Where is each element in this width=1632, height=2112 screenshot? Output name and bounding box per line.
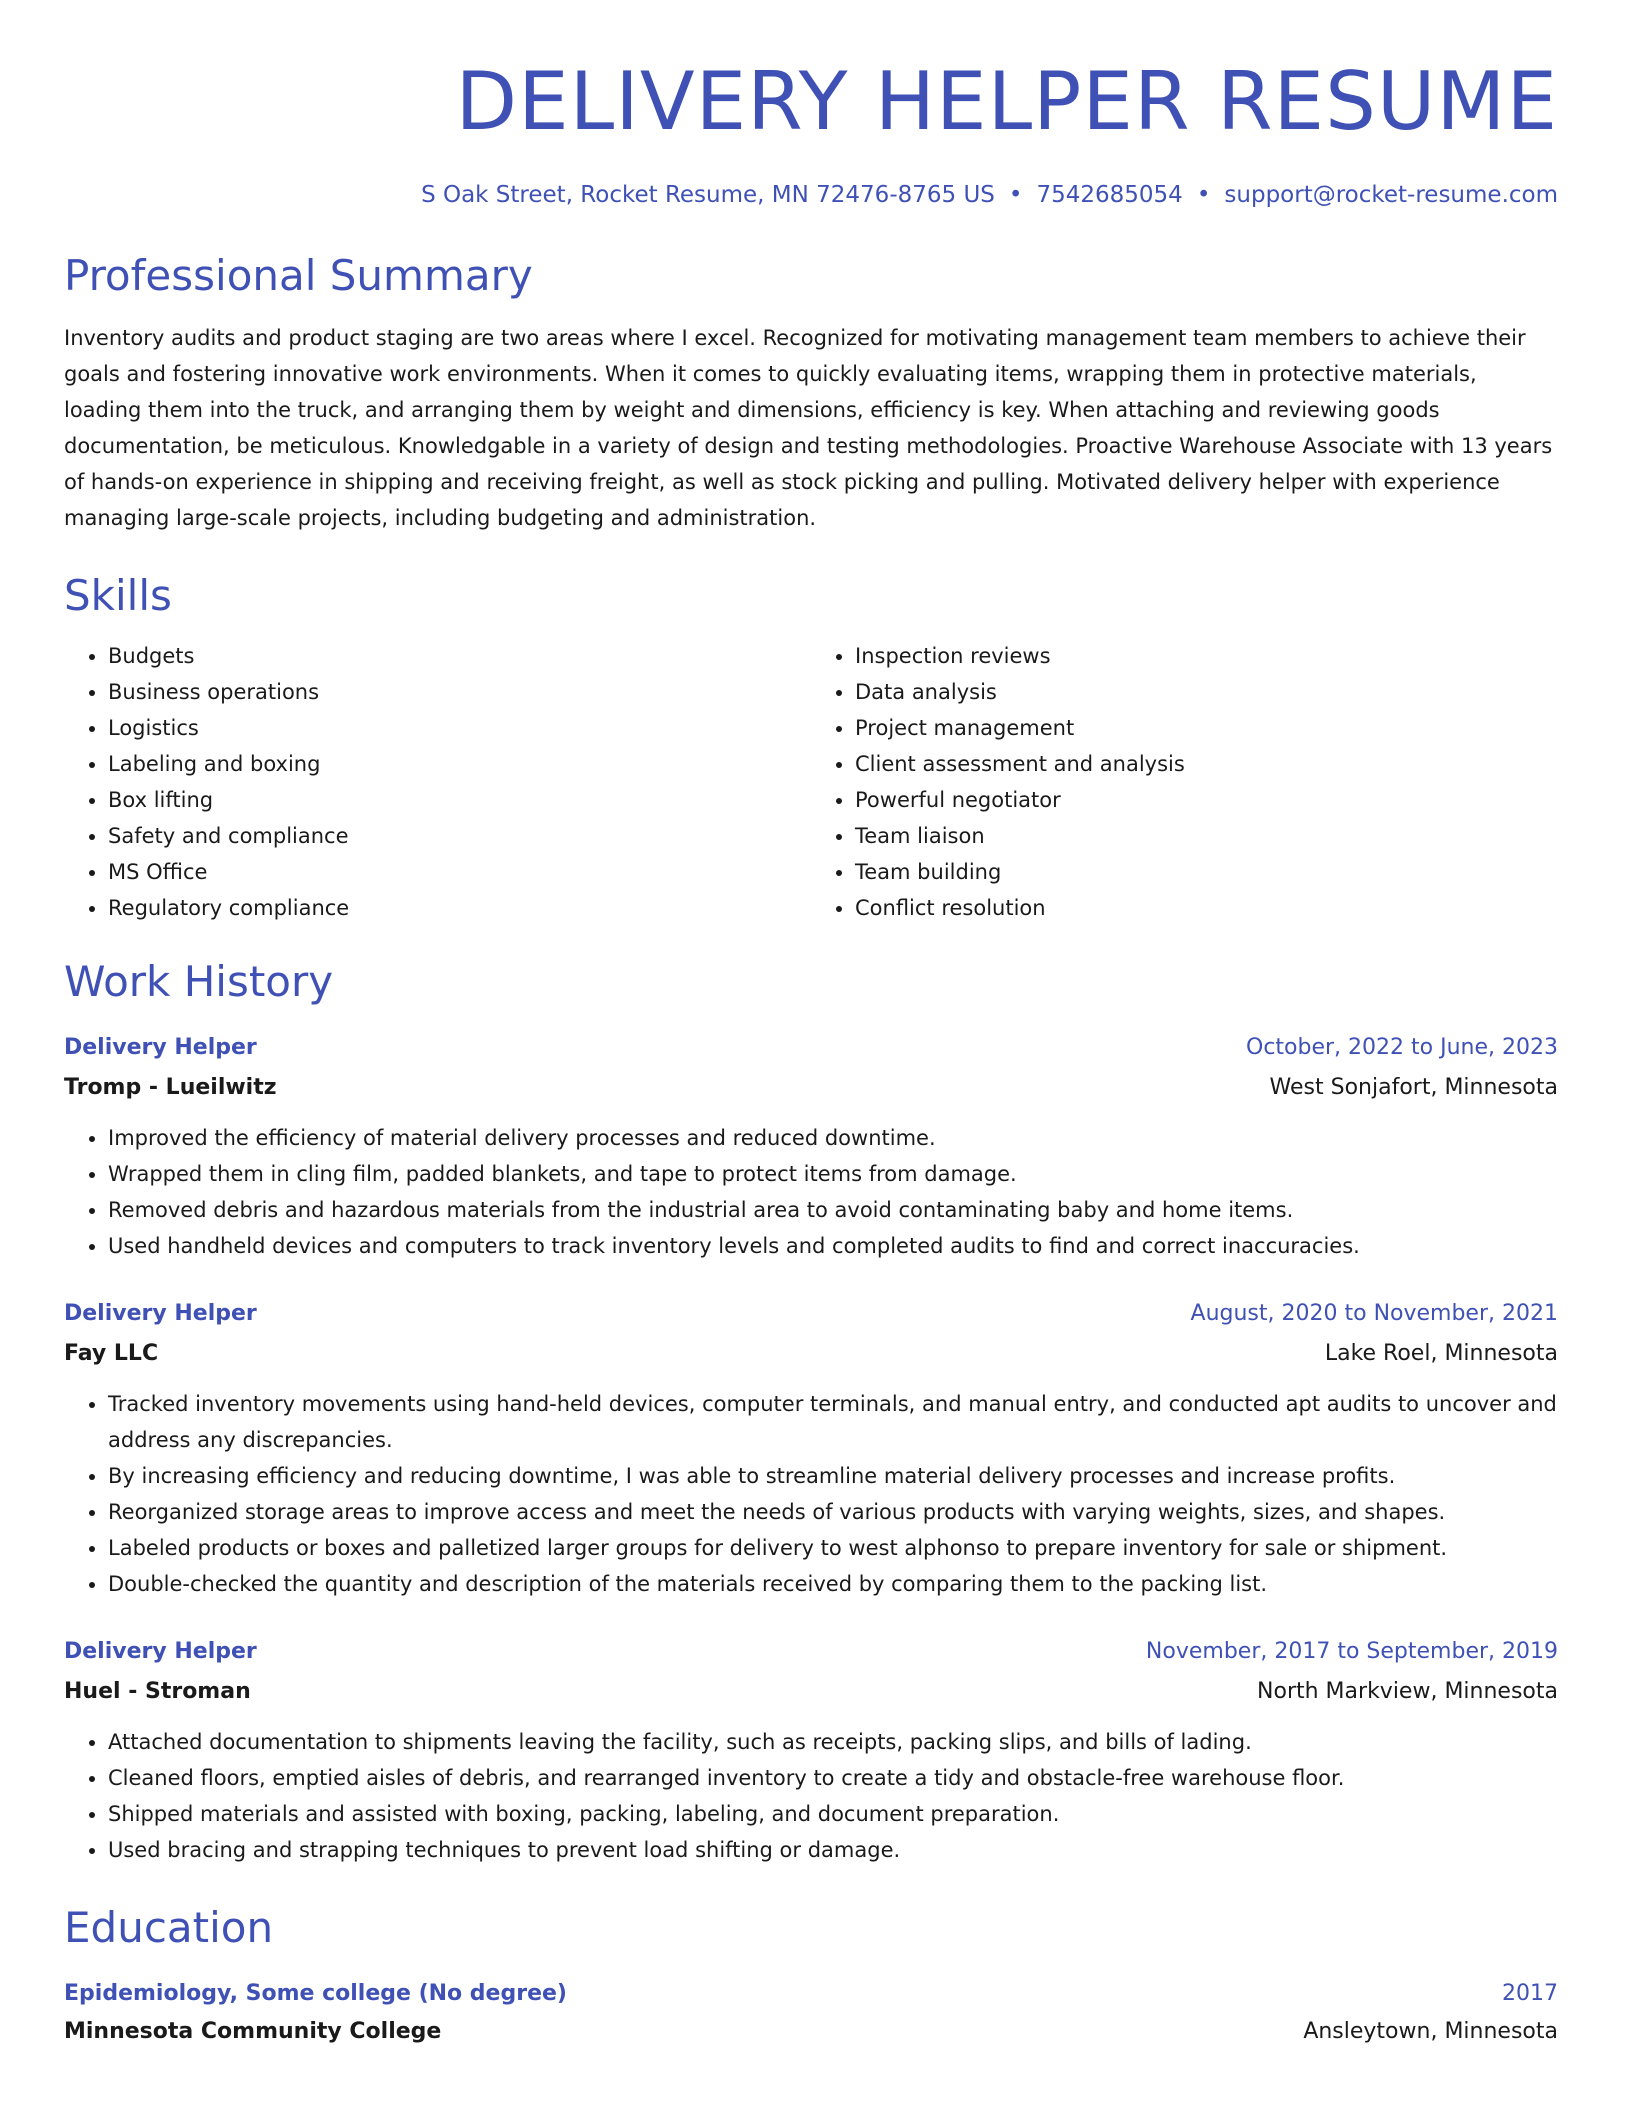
- skills-list-left: [64, 638, 811, 926]
- skill-item: • Conflict resolution: [855, 890, 1558, 926]
- skill-item: • Labeling and boxing: [108, 746, 811, 782]
- education-degree: Epidemiology, Some college (No degree): [64, 1981, 567, 2006]
- education-year: 2017: [1502, 1981, 1558, 2006]
- summary-text: Inventory audits and product staging are two areas where I excel. Recognized for motivating management team members to achieve their goals and fostering innovative work environments. When it comes to quickly evaluating items, wrapping them in protective materials, loading them into the truck, and arranging them by weight and dimensions, efficiency is key. When attaching and reviewing goods documentation, be meticulous. Knowledgable in a variety of design and testing methodologies. Proactive Warehouse Associate with 13 years of hands-on experience in shipping and receiving freight, as well as stock picking and pulling. Motivated delivery helper with experience managing large-scale projects, including budgeting and administration.: [64, 326, 1553, 530]
- summary-heading: Professional Summary: [64, 251, 533, 300]
- resume-title: DELIVERY HELPER RESUME: [455, 55, 1558, 148]
- job-bullets: [64, 1724, 1558, 1868]
- skills-columns: [64, 638, 1558, 926]
- skill-item: • Inspection reviews: [855, 638, 1558, 674]
- skill-item: • Safety and compliance: [108, 818, 811, 854]
- job-company-row: [64, 1070, 1558, 1106]
- job-location: North Markview, Minnesota: [1257, 1679, 1558, 1704]
- contact-email: support@rocket-resume.com: [1224, 182, 1558, 208]
- contact-phone: 7542685054: [1036, 182, 1183, 208]
- job-bullet: • Cleaned floors, emptied aisles of debris, and rearranged inventory to create a tidy and obstacle-free warehouse floor.: [108, 1760, 1558, 1796]
- job-bullet: • By increasing efficiency and reducing downtime, I was able to streamline material delivery processes and increase profits.: [108, 1458, 1558, 1494]
- contact-line: [64, 178, 1558, 212]
- skill-item: • Data analysis: [855, 674, 1558, 710]
- job-bullet: • Reorganized storage areas to improve access and meet the needs of various products with varying weights, sizes, and shapes.: [108, 1494, 1558, 1530]
- job-company-row: [64, 1674, 1558, 1710]
- job-title: Delivery Helper: [64, 1301, 257, 1326]
- job-location: Lake Roel, Minnesota: [1324, 1341, 1558, 1366]
- job-company: Fay LLC: [64, 1341, 159, 1366]
- skill-item: • Regulatory compliance: [108, 890, 811, 926]
- education-school-row: [64, 2014, 1558, 2050]
- education-location: Ansleytown, Minnesota: [1303, 2019, 1558, 2044]
- education-entry: [64, 1976, 1558, 2050]
- job-dates: November, 2017 to September, 2019: [1145, 1639, 1558, 1664]
- contact-separator: •: [1008, 182, 1023, 208]
- resume-page: [64, 52, 1558, 2050]
- contact-address: S Oak Street, Rocket Resume, MN 72476-8765 US: [421, 182, 995, 208]
- job-entry: [64, 1030, 1558, 1264]
- job-header-row: [64, 1634, 1558, 1670]
- work-history-heading: Work History: [64, 957, 334, 1006]
- skill-item: • Client assessment and analysis: [855, 746, 1558, 782]
- job-company: Huel - Stroman: [64, 1679, 251, 1704]
- education-school: Minnesota Community College: [64, 2019, 442, 2044]
- skill-item: • Project management: [855, 710, 1558, 746]
- skills-heading: Skills: [64, 571, 172, 620]
- job-bullets: [64, 1386, 1558, 1602]
- job-location: West Sonjafort, Minnesota: [1269, 1075, 1558, 1100]
- job-title: Delivery Helper: [64, 1035, 257, 1060]
- job-bullet: • Labeled products or boxes and palletized larger groups for delivery to west alphonso to prepare inventory for sale or shipment.: [108, 1530, 1558, 1566]
- skill-item: • Powerful negotiator: [855, 782, 1558, 818]
- skills-list-right: [811, 638, 1558, 926]
- skill-item: • MS Office: [108, 854, 811, 890]
- job-bullet: • Attached documentation to shipments leaving the facility, such as receipts, packing slips, and bills of lading.: [108, 1724, 1558, 1760]
- job-company: Tromp - Lueilwitz: [64, 1075, 277, 1100]
- job-dates: October, 2022 to June, 2023: [1246, 1035, 1558, 1060]
- skill-item: • Team liaison: [855, 818, 1558, 854]
- job-bullet: • Tracked inventory movements using hand-held devices, computer terminals, and manual entry, and conducted apt audits to uncover and address any discrepancies.: [108, 1386, 1558, 1458]
- skill-item: • Box lifting: [108, 782, 811, 818]
- job-entry: [64, 1634, 1558, 1868]
- contact-separator: •: [1196, 182, 1211, 208]
- job-bullet: • Removed debris and hazardous materials from the industrial area to avoid contaminating baby and home items.: [108, 1192, 1558, 1228]
- job-title: Delivery Helper: [64, 1639, 257, 1664]
- job-bullets: [64, 1120, 1558, 1264]
- job-header-row: [64, 1296, 1558, 1332]
- skill-item: • Logistics: [108, 710, 811, 746]
- job-header-row: [64, 1030, 1558, 1066]
- job-entry: [64, 1296, 1558, 1602]
- skill-item: • Budgets: [108, 638, 811, 674]
- job-bullet: • Shipped materials and assisted with boxing, packing, labeling, and document preparation.: [108, 1796, 1558, 1832]
- skill-item: • Business operations: [108, 674, 811, 710]
- education-heading: Education: [64, 1903, 274, 1952]
- skill-item: • Team building: [855, 854, 1558, 890]
- job-bullet: • Improved the efficiency of material delivery processes and reduced downtime.: [108, 1120, 1558, 1156]
- job-bullet: • Used handheld devices and computers to track inventory levels and completed audits to find and correct inaccuracies.: [108, 1228, 1558, 1264]
- job-bullet: • Double-checked the quantity and description of the materials received by comparing them to the packing list.: [108, 1566, 1558, 1602]
- job-dates: August, 2020 to November, 2021: [1190, 1301, 1558, 1326]
- job-bullet: • Used bracing and strapping techniques to prevent load shifting or damage.: [108, 1832, 1558, 1868]
- job-company-row: [64, 1336, 1558, 1372]
- job-bullet: • Wrapped them in cling film, padded blankets, and tape to protect items from damage.: [108, 1156, 1558, 1192]
- education-header-row: [64, 1976, 1558, 2012]
